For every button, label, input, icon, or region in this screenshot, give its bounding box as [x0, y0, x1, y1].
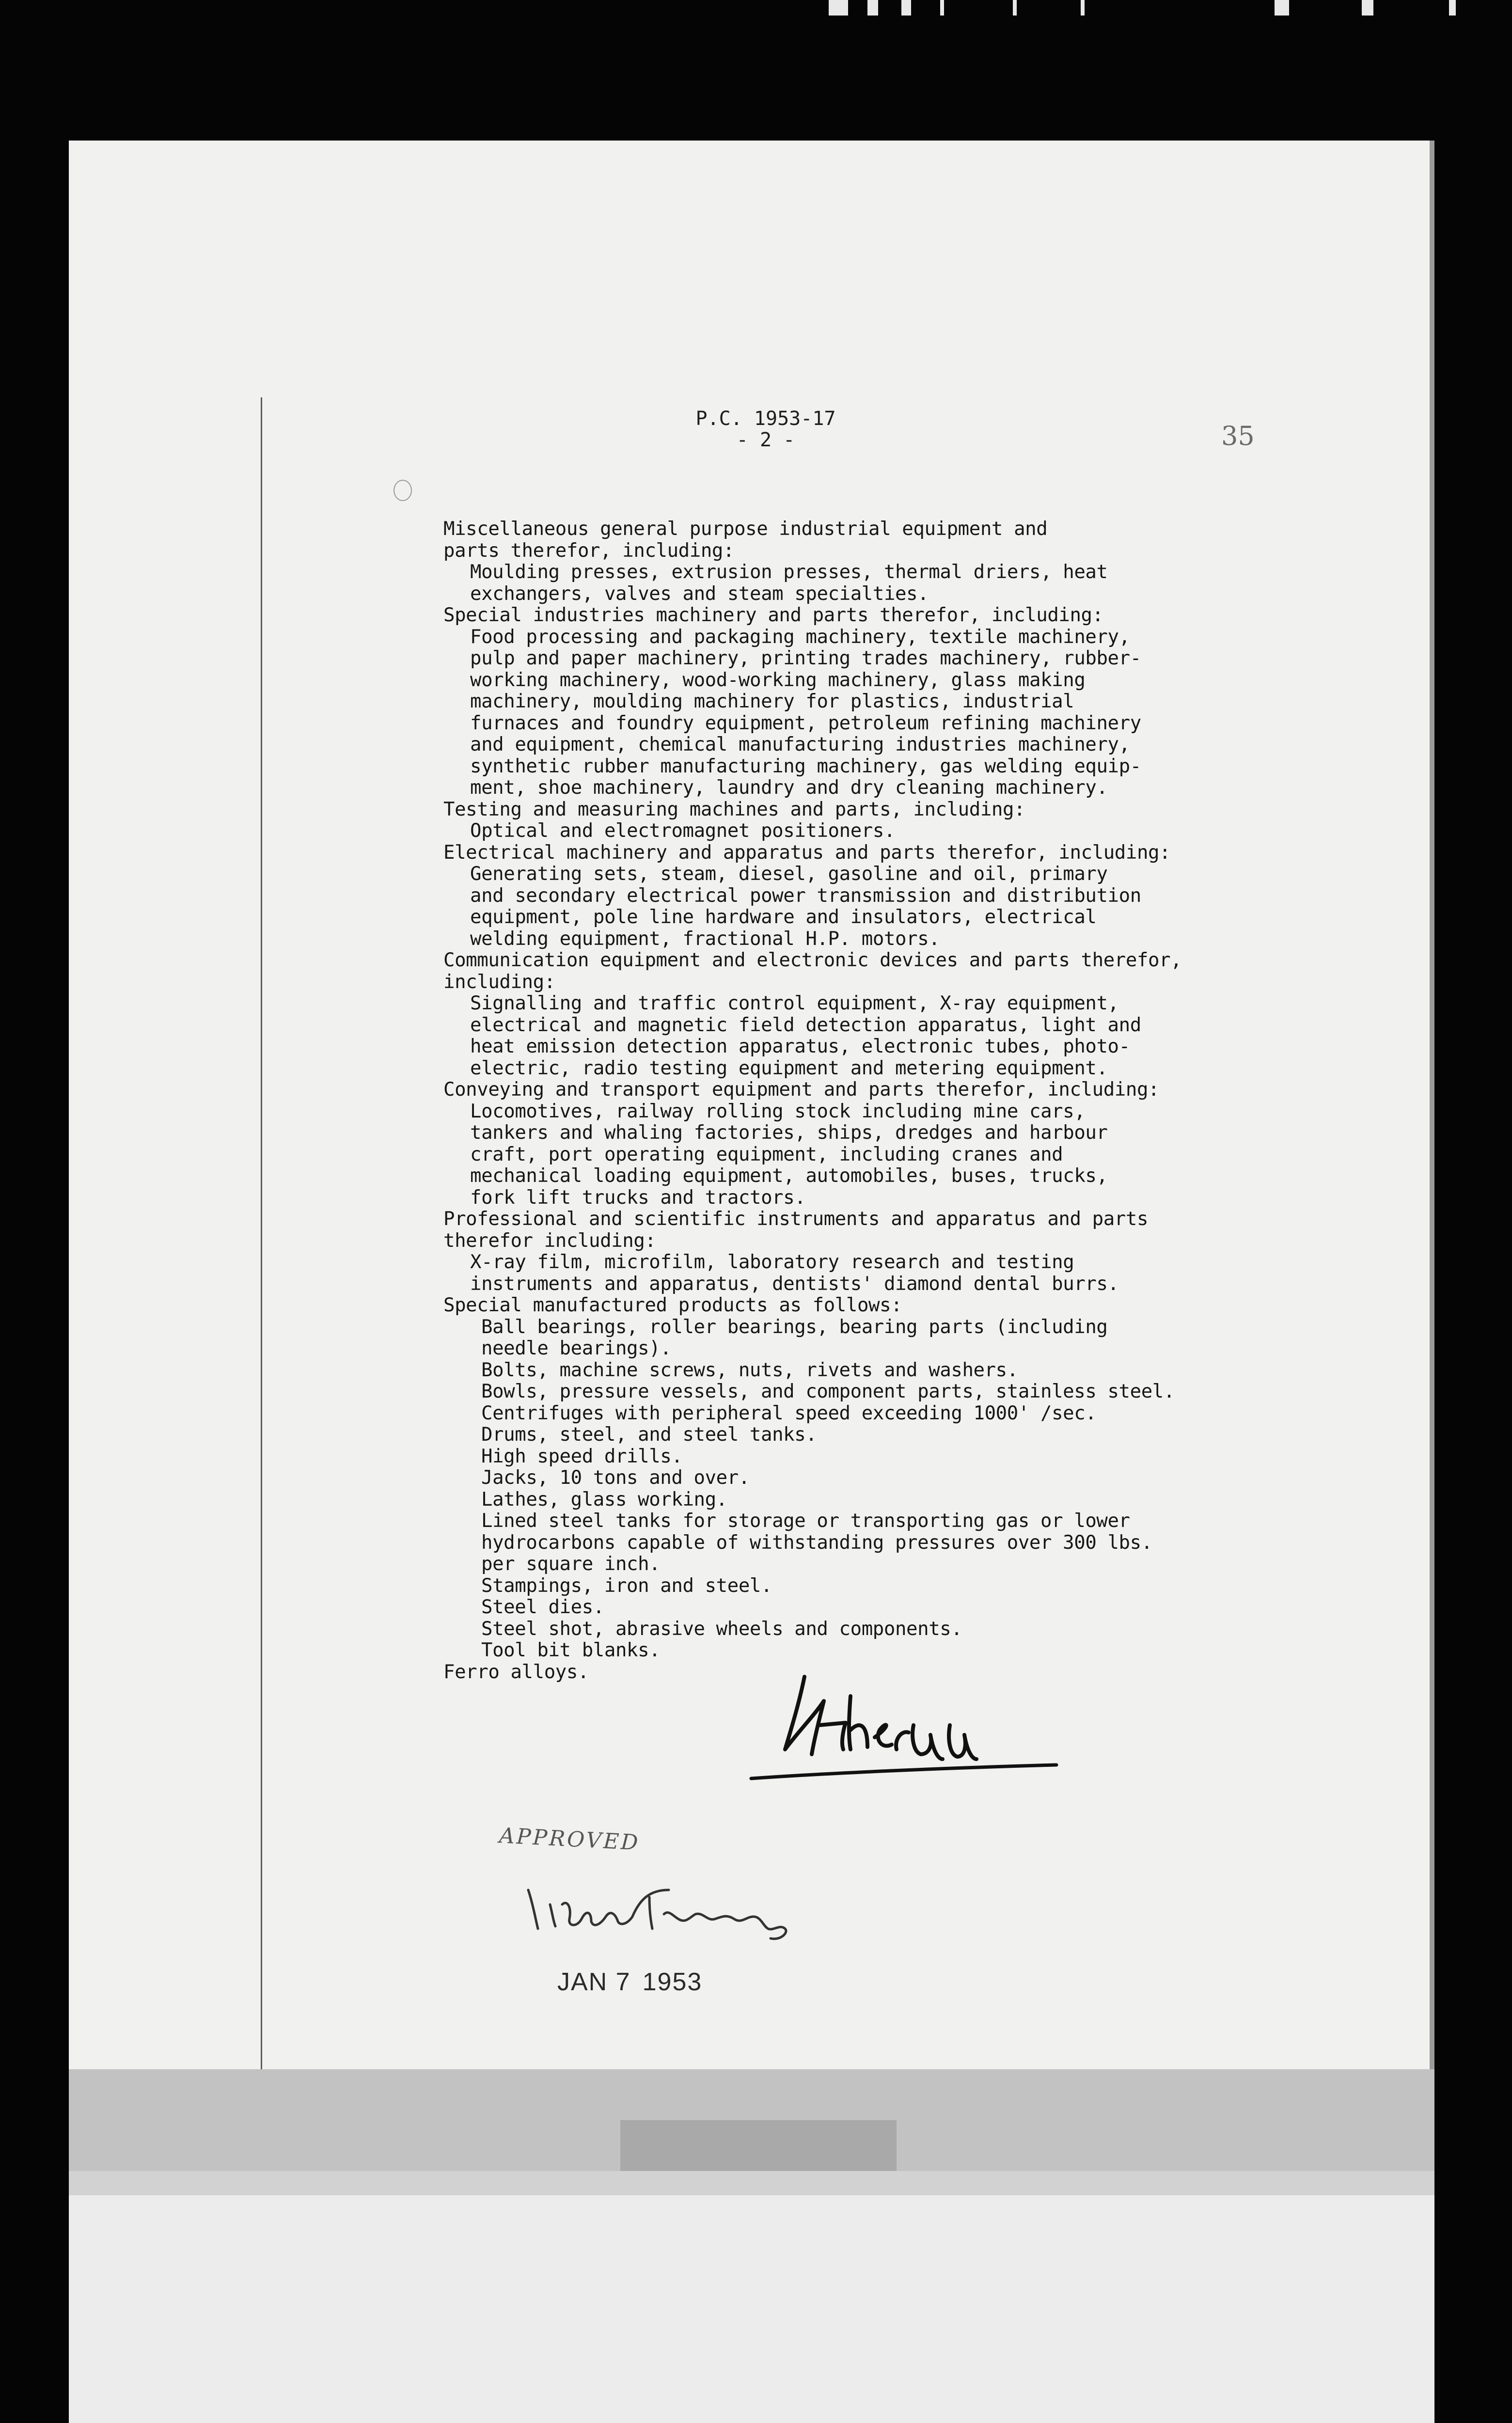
text-line: Testing and measuring machines and parts, including: — [443, 798, 1025, 820]
body-text — [443, 519, 1364, 1683]
text-line: therefor including: — [443, 1229, 656, 1252]
text-line: Ferro alloys. — [443, 1661, 589, 1683]
text-line: machinery, moulding machinery for plastics, industrial — [470, 691, 1074, 712]
text-line: welding equipment, fractional H.P. motors. — [470, 928, 940, 950]
underlying-page — [69, 2195, 1434, 2423]
text-line: hydrocarbons capable of withstanding pressures over 300 lbs. — [481, 1531, 1152, 1554]
page-marker: - 2 - — [736, 429, 795, 451]
stamp-year: 1953 — [642, 1968, 703, 1996]
handwritten-signature — [746, 1657, 1066, 1783]
text-line: equipment, pole line hardware and insulators, electrical — [470, 906, 1097, 928]
text-line: Locomotives, railway rolling stock including mine cars, — [470, 1100, 1086, 1122]
text-line: Communication equipment and electronic devices and parts therefor, — [443, 949, 1182, 971]
text-line: X-ray film, microfilm, laboratory research and testing — [470, 1251, 1074, 1273]
text-line: Miscellaneous general purpose industrial equipment and — [443, 518, 1048, 540]
text-line: including: — [443, 971, 555, 993]
text-line: Bowls, pressure vessels, and component parts, stainless steel. — [481, 1381, 1175, 1402]
text-line: Professional and scientific instruments and apparatus and parts — [443, 1208, 1149, 1230]
text-line: Special industries machinery and parts therefor, including: — [443, 604, 1103, 626]
text-line: instruments and apparatus, dentists' diamond dental burrs. — [470, 1273, 1119, 1295]
approval-note: APPROVED — [498, 1823, 641, 1856]
text-line: mechanical loading equipment, automobiles, buses, trucks, — [470, 1165, 1108, 1187]
punch-hole-mark — [394, 480, 412, 501]
text-line: per square inch. — [481, 1553, 661, 1575]
text-line: Steel shot, abrasive wheels and components. — [481, 1618, 962, 1640]
text-line: Food processing and packaging machinery, textile machinery, — [470, 626, 1130, 648]
text-line: Moulding presses, extrusion presses, thermal driers, heat — [470, 561, 1108, 583]
text-line: tankers and whaling factories, ships, dredges and harbour — [470, 1122, 1108, 1144]
text-line: Conveying and transport equipment and parts therefor, including: — [443, 1079, 1160, 1101]
text-line: furnaces and foundry equipment, petroleum refining machinery — [470, 712, 1141, 734]
text-line: Jacks, 10 tons and over. — [481, 1467, 750, 1489]
text-line: Tool bit blanks. — [481, 1639, 661, 1661]
text-line: Ball bearings, roller bearings, bearing parts (including — [481, 1316, 1108, 1338]
text-line: Lathes, glass working. — [481, 1488, 727, 1510]
underlying-page-strip — [69, 2171, 1434, 2195]
text-line: Steel dies. — [481, 1596, 604, 1618]
text-line: synthetic rubber manufacturing machinery, gas welding equip- — [470, 755, 1141, 777]
text-line: heat emission detection apparatus, electronic tubes, photo- — [470, 1036, 1130, 1057]
text-line: electric, radio testing equipment and metering equipment. — [470, 1057, 1108, 1079]
approver-signature — [523, 1871, 795, 1943]
text-line: Drums, steel, and steel tanks. — [481, 1424, 817, 1446]
text-line: Lined steel tanks for storage or transporting gas or lower — [481, 1510, 1130, 1532]
text-line: Centrifuges with peripheral speed exceeding 1000' /sec. — [481, 1402, 1097, 1424]
text-line: and equipment, chemical manufacturing industries machinery, — [470, 734, 1130, 755]
text-line: Electrical machinery and apparatus and parts therefor, including: — [443, 841, 1171, 864]
text-line: working machinery, wood-working machinery, glass making — [470, 669, 1086, 691]
text-line: needle bearings). — [481, 1337, 672, 1359]
text-line: and secondary electrical power transmission and distribution — [470, 884, 1141, 907]
text-line: exchangers, valves and steam specialties. — [470, 582, 929, 605]
document-header — [678, 408, 853, 451]
text-line: Special manufactured products as follows: — [443, 1294, 902, 1316]
stamp-month-day: JAN 7 — [557, 1968, 631, 1996]
text-line: Signalling and traffic control equipment, X-ray equipment, — [470, 992, 1119, 1014]
text-line: fork lift trucks and tractors. — [470, 1186, 806, 1209]
text-line: parts therefor, including: — [443, 539, 735, 562]
reference-number: P.C. 1953-17 — [695, 408, 836, 430]
text-line: ment, shoe machinery, laundry and dry cleaning machinery. — [470, 777, 1108, 799]
text-line: Bolts, machine screws, nuts, rivets and washers. — [481, 1359, 1018, 1381]
text-line: Stampings, iron and steel. — [481, 1574, 772, 1597]
text-line: High speed drills. — [481, 1445, 683, 1467]
text-line: Generating sets, steam, diesel, gasoline and oil, primary — [470, 863, 1108, 885]
text-line: craft, port operating equipment, including cranes and — [470, 1143, 1063, 1165]
text-line: electrical and magnetic field detection apparatus, light and — [470, 1014, 1141, 1036]
film-edge-marks — [824, 0, 1512, 18]
date-stamp — [557, 1967, 702, 1997]
text-line: pulp and paper machinery, printing trades machinery, rubber- — [470, 647, 1141, 669]
text-line: Optical and electromagnet positioners. — [470, 820, 896, 842]
page-number: 35 — [1221, 421, 1255, 451]
